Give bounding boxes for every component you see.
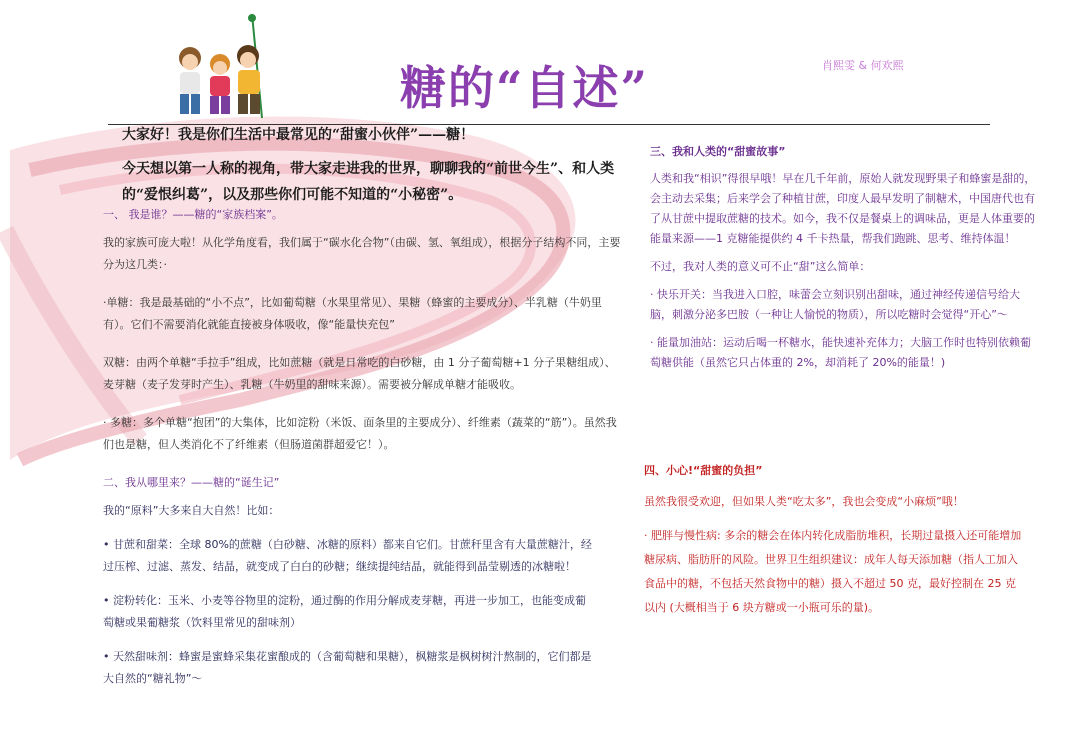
section-3-paragraph: 不过，我对人类的意义可不止“甜”这么简单： (650, 260, 871, 273)
section-4-paragraph: 虽然我很受欢迎，但如果人类“吃太多”，我也会变成“小麻烦”哦！ (644, 495, 964, 508)
section-2-paragraph: • 甘蔗和甜菜：全球 80%的蔗糖（白砂糖、冰糖的原料）都来自它们。甘蔗秆里含有大量蔗糖汁，经过压榨、过滤、蒸发、结晶，就变成了白白的砂糖；继续提纯结晶，就能得到晶莹剔透的冰糖啦！ (103, 538, 592, 573)
section-2 (103, 474, 593, 702)
section-1-paragraph: 双糖：由两个单糖“手拉手”组成，比如蔗糖（就是日常吃的白砂糖，由 1 分子葡萄糖+1 分子果糖组成）、麦芽糖（麦子发芽时产生）、乳糖（牛奶里的甜味来源）。需要被分解成单糖才能吸收。 (103, 356, 616, 391)
section-3-paragraph: 人类和我“相识”得很早哦！早在几千年前，原始人就发现野果子和蜂蜜是甜的，会主动去采集；后来学会了种植甘蔗，印度人最早发明了制糖术，中国唐代也有了从甘蔗中提取蔗糖的技术。如今，我不仅是餐桌上的调味品，更是人体重要的能量来源——1 克糖能提供约 4 千卡热量，帮我们跑跳、思考、维持体温！ (650, 172, 1036, 245)
section-4 (644, 462, 1024, 630)
section-3-heading: 三、我和人类的“甜蜜故事” (650, 145, 786, 158)
authors: 肖熙雯 & 何欢熙 (822, 59, 904, 72)
section-3-paragraph: · 快乐开关：当我进入口腔，味蕾会立刻识别出甜味，通过神经传递信号给大脑，刺激分泌多巴胺（一种让人愉悦的物质），所以吃糖时会觉得“开心”～ (650, 288, 1020, 321)
intro-line-2: 今天想以第一人称的视角，带大家走进我的世界，聊聊我的“前世今生”、和人类的“爱恨纠葛”，以及那些你们可能不知道的“小秘密”。 (122, 161, 615, 203)
section-2-paragraph: 我的“原料”大多来自大自然！比如： (103, 504, 280, 517)
section-4-paragraph: · 肥胖与慢性病: 多余的糖会在体内转化成脂肪堆积，长期过量摄入还可能增加糖尿病、脂肪肝的风险。世界卫生组织建议：成年人每天添加糖（指人工加入食品中的糖，不包括天然食物中的糖）摄入不超过 50 克，最好控制在 25 克以内 (大概相当于 6 块方糖或一小瓶可乐的量)。 (644, 529, 1022, 614)
section-2-paragraph: • 天然甜味剂：蜂蜜是蜜蜂采集花蜜酿成的（含葡萄糖和果糖），枫糖浆是枫树树汁熬制的，它们都是大自然的“糖礼物”～ (103, 650, 592, 685)
page-title: 糖的“自述” (400, 61, 649, 115)
intro-line-1: 大家好！我是你们生活中最常见的“甜蜜小伙伴”——糖！ (122, 127, 475, 143)
section-2-paragraph: • 淀粉转化：玉米、小麦等谷物里的淀粉，通过酶的作用分解成麦芽糖，再进一步加工，也能变成葡萄糖或果葡糖浆（饮料里常见的甜味剂） (103, 594, 586, 629)
section-1 (103, 206, 623, 472)
section-4-heading: 四、小心!“甜蜜的负担” (644, 464, 763, 477)
section-1-heading: 一、 我是谁？——糖的“家族档案”。 (103, 208, 283, 221)
cartoon-kids-illustration (168, 14, 278, 120)
section-1-paragraph: ·单糖：我是最基础的“小不点”，比如葡萄糖（水果里常见）、果糖（蜂蜜的主要成分）、半乳糖（牛奶里有）。它们不需要消化就能直接被身体吸收，像“能量快充包” (103, 296, 602, 331)
section-1-paragraph: 我的家族可庞大啦！从化学角度看，我们属于“碳水化合物”（由碳、氢、氧组成），根据分子结构不同，主要分为这几类：· (103, 236, 621, 271)
section-2-heading: 二、我从哪里来？——糖的“诞生记” (103, 476, 280, 489)
section-3-paragraph: · 能量加油站：运动后喝一杯糖水，能快速补充体力；大脑工作时也特别依赖葡萄糖供能（虽然它只占体重的 2%，却消耗了 20%的能量！) (650, 336, 1031, 369)
section-1-paragraph: · 多糖：多个单糖“抱团”的大集体，比如淀粉（米饭、面条里的主要成分）、纤维素（蔬菜的“筋”）。虽然我们也是糖，但人类消化不了纤维素（但肠道菌群超爱它！）。 (103, 416, 617, 451)
section-3 (650, 143, 1040, 381)
